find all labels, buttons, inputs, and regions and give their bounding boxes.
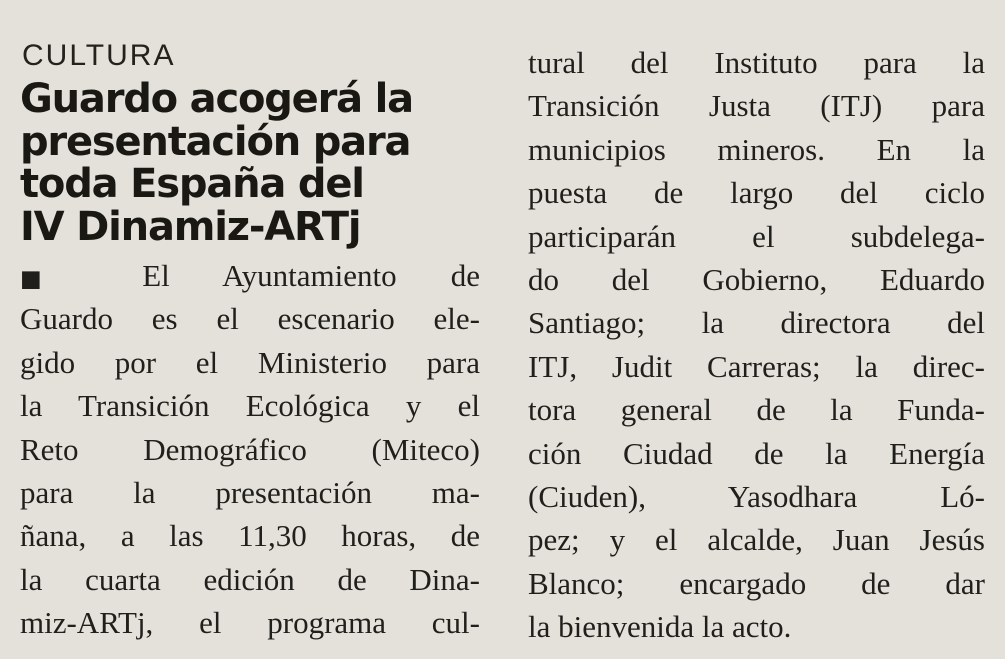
headline-line: toda España del: [20, 161, 364, 207]
body-line: Reto Demográfico (Miteco): [20, 431, 480, 467]
headline-line: IV Dinamiz-ARTj: [20, 203, 361, 250]
article-headline: [20, 78, 490, 248]
body-line: Guardo es el escenario ele-: [20, 301, 480, 337]
body-line: la cuarta edición de Dina-: [20, 561, 480, 597]
body-column-right: [528, 41, 985, 649]
body-line: participarán el subdelega-: [528, 218, 985, 254]
body-line: do del Gobierno, Eduardo: [528, 262, 985, 298]
body-line: tural del Instituto para la: [528, 45, 985, 80]
body-line: la Transición Ecológica y el: [20, 388, 480, 424]
headline-line: presentación para: [20, 118, 411, 165]
body-line: para la presentación ma-: [20, 475, 480, 511]
body-line: la bienvenida la acto.: [528, 609, 792, 645]
body-line: ITJ, Judit Carreras; la direc-: [528, 348, 985, 384]
body-line: puesta de largo del ciclo: [528, 175, 985, 211]
body-line: Blanco; encargado de dar: [528, 565, 985, 601]
body-line: miz-ARTj, el programa cul-: [20, 605, 480, 641]
body-line: ■ El Ayuntamiento de: [20, 258, 481, 293]
body-line: municipios mineros. En la: [528, 131, 985, 167]
body-line: gido por el Ministerio para: [20, 344, 480, 380]
body-line: Transición Justa (ITJ) para: [528, 88, 985, 124]
body-line: ñana, a las 11,30 horas, de: [20, 518, 480, 554]
body-line: pez; y el alcalde, Juan Jesús: [528, 522, 985, 558]
headline-line: Guardo acogerá la: [20, 76, 413, 122]
paragraph-bullet-icon: ■: [20, 266, 89, 292]
body-line: ción Ciudad de la Energía: [528, 435, 985, 471]
body-line: tora general de la Funda-: [528, 392, 985, 428]
body-line: Santiago; la directora del: [528, 305, 985, 341]
section-kicker: CULTURA: [22, 39, 176, 72]
body-column-left: [20, 254, 480, 645]
body-line: (Ciuden), Yasodhara Ló-: [528, 479, 985, 515]
